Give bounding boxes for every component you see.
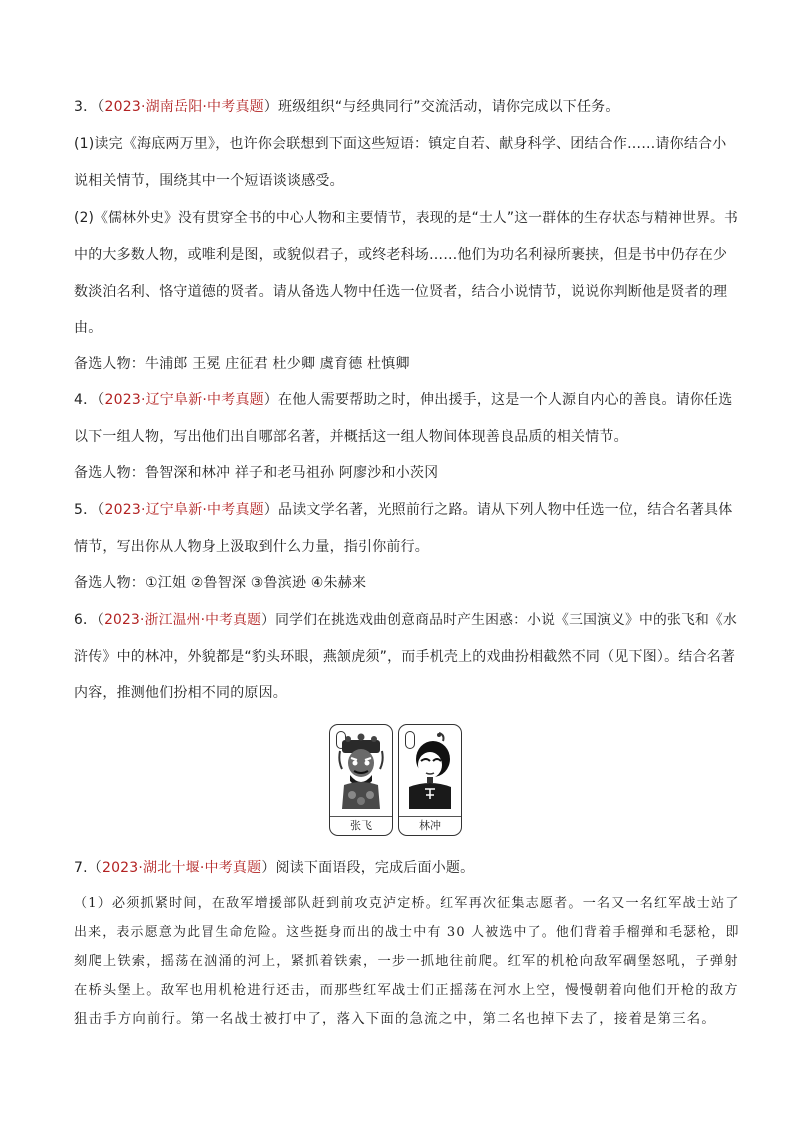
q7-passage-line4: 在桥头堡上。敌军也用机枪进行还击，而那些红军战士们正摇荡在河水上空，慢慢朝着向他们开枪的敌方: [74, 983, 739, 998]
q3-task1-line2: 说相关情节，围绕其中一个短语谈谈感受。: [74, 173, 344, 189]
q5-line2: 情节，写出你从人物身上汲取到什么力量，指引你前行。: [74, 539, 429, 555]
q4-number: 4．（: [74, 392, 105, 408]
caption-linchong: 林冲: [399, 816, 461, 832]
q6-number: 6．（: [74, 612, 105, 628]
q5-candidates: 备选人物：①江姐 ②鲁智深 ③鲁滨逊 ④朱赫来: [74, 575, 367, 591]
q5-stem: ）品读文学名著，光照前行之路。请从下列人物中任选一位，结合名著具体: [263, 502, 733, 518]
q5-number: 5．（: [74, 502, 105, 518]
zhangfei-opera-figure: [330, 725, 392, 817]
q7-passage-line3: 刻爬上铁索，摇荡在汹涌的河上，紧抓着铁索，一步一抓地往前爬。红军的机枪向敌军碉堡怒吼，子弹射: [74, 954, 739, 969]
q5-source[interactable]: 2023·辽宁阜新·中考真题: [104, 502, 264, 518]
phone-case-zhangfei: [329, 724, 393, 836]
q5-heading: [74, 500, 732, 520]
q6-heading: [74, 610, 737, 630]
q4-heading: [74, 390, 732, 410]
q3-candidates: 备选人物：牛浦郎 王冕 庄征君 杜少卿 虞育德 杜慎卿: [74, 356, 410, 372]
q3-task2-line2: 中的大多数人物，或唯利是图，或貌似君子，或终老科场……他们为功名利禄所裹挟，但是书中仍存在少: [74, 247, 728, 263]
q7-heading: [74, 858, 474, 878]
q3-stem: ）班级组织“与经典同行”交流活动，请你完成以下任务。: [263, 99, 620, 115]
q3-task2-line3: 数淡泊名利、恪守道德的贤者。请从备选人物中任选一位贤者，结合小说情节，说说你判断他是贤者的理: [74, 284, 728, 300]
q4-candidates: 备选人物：鲁智深和林冲 祥子和老马祖孙 阿廖沙和小茨冈: [74, 465, 439, 481]
q7-number: 7.（: [74, 860, 102, 876]
q7-passage-line5: 狙击手方向前行。第一名战士被打中了，落入下面的急流之中，第二名也掉下去了，接着是第三名。: [74, 1012, 716, 1027]
linchong-opera-figure: [399, 725, 461, 817]
q3-number: 3．（: [74, 99, 105, 115]
caption-zhangfei: 张飞: [330, 816, 392, 832]
q7-passage-line2: 出来，表示愿意为此冒生命危险。这些挺身而出的战士中有 30 人被选中了。他们背着手榴弹和毛瑟枪，即: [74, 925, 740, 940]
q6-stem: ）同学们在挑选戏曲创意商品时产生困惑：小说《三国演义》中的张飞和《水: [261, 612, 738, 628]
q4-stem: ）在他人需要帮助之时，伸出援手，这是一个人源自内心的善良。请你任选: [263, 392, 733, 408]
q3-task2-line4: 由。: [74, 320, 103, 336]
q4-source[interactable]: 2023·辽宁阜新·中考真题: [104, 392, 264, 408]
q3-source[interactable]: 2023·湖南岳阳·中考真题: [104, 99, 264, 115]
q3-task1-line1: (1)读完《海底两万里》，也许你会联想到下面这些短语：镇定自若、献身科学、团结合作……请你结合小: [74, 136, 727, 152]
q6-line2: 浒传》中的林冲，外貌都是“豹头环眼，燕颔虎须”，而手机壳上的戏曲扮相截然不同（见下图）。结合名著: [74, 649, 736, 665]
q7-source[interactable]: 2023·湖北十堰·中考真题: [101, 860, 262, 876]
q3-heading: [74, 97, 620, 117]
q4-line2: 以下一组人物，写出他们出自哪部名著，并概括这一组人物间体现善良品质的相关情节。: [74, 429, 628, 445]
q3-task2-line1: (2)《儒林外史》没有贯穿全书的中心人物和主要情节，表现的是“士人”这一群体的生存状态与精神世界。书: [74, 210, 738, 226]
q7-stem: ）阅读下面语段，完成后面小题。: [261, 860, 475, 876]
q6-line3: 内容，推测他们扮相不同的原因。: [74, 685, 287, 701]
q6-source[interactable]: 2023·浙江温州·中考真题: [104, 612, 262, 628]
q7-passage-line1: （1）必须抓紧时间，在敌军增援部队赶到前攻克泸定桥。红军再次征集志愿者。一名又一名红军战士站了: [74, 896, 740, 911]
phone-case-linchong: [398, 724, 462, 836]
